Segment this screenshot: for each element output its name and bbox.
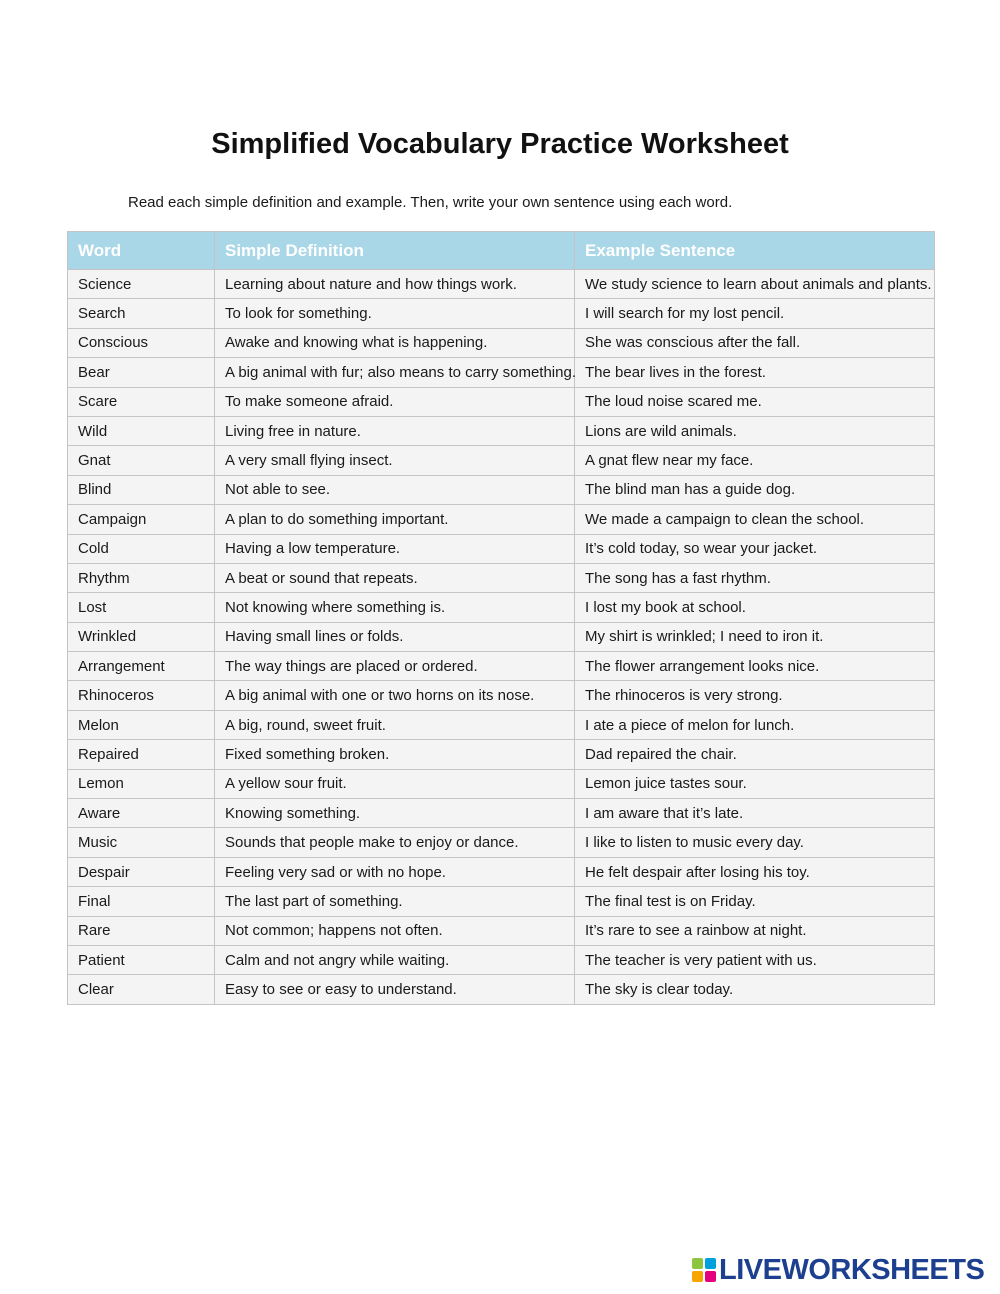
liveworksheets-logo-icon [692, 1258, 716, 1282]
logo-tile [692, 1271, 703, 1282]
table-row [68, 857, 935, 886]
example-cell: The loud noise scared me. [575, 387, 935, 416]
definition-cell: A big animal with fur; also means to carry something. [215, 358, 575, 387]
word-cell: Aware [68, 799, 215, 828]
definition-cell: Living free in nature. [215, 416, 575, 445]
word-cell: Bear [68, 358, 215, 387]
word-cell: Conscious [68, 328, 215, 357]
instructions-text: Read each simple definition and example. Then, write your own sentence using each word. [128, 194, 733, 211]
definition-cell: Not able to see. [215, 475, 575, 504]
table-row [68, 652, 935, 681]
example-cell: The song has a fast rhythm. [575, 563, 935, 592]
definition-cell: Having small lines or folds. [215, 622, 575, 651]
example-cell: I lost my book at school. [575, 593, 935, 622]
example-cell: The teacher is very patient with us. [575, 945, 935, 974]
word-cell: Cold [68, 534, 215, 563]
word-cell: Lost [68, 593, 215, 622]
definition-cell: To make someone afraid. [215, 387, 575, 416]
example-cell: The flower arrangement looks nice. [575, 652, 935, 681]
word-cell: Lemon [68, 769, 215, 798]
table-row [68, 505, 935, 534]
table-row [68, 475, 935, 504]
example-cell: A gnat flew near my face. [575, 446, 935, 475]
table-row [68, 622, 935, 651]
table-row [68, 828, 935, 857]
word-cell: Blind [68, 475, 215, 504]
vocabulary-table [67, 231, 935, 1005]
table-row [68, 740, 935, 769]
example-cell: It’s cold today, so wear your jacket. [575, 534, 935, 563]
word-cell: Rhinoceros [68, 681, 215, 710]
word-cell: Arrangement [68, 652, 215, 681]
word-cell: Gnat [68, 446, 215, 475]
word-cell: Patient [68, 945, 215, 974]
example-cell: Dad repaired the chair. [575, 740, 935, 769]
table-row [68, 270, 935, 299]
definition-cell: Not knowing where something is. [215, 593, 575, 622]
example-cell: The bear lives in the forest. [575, 358, 935, 387]
table-row [68, 593, 935, 622]
header-word: Word [68, 232, 215, 270]
word-cell: Rare [68, 916, 215, 945]
definition-cell: To look for something. [215, 299, 575, 328]
definition-cell: Calm and not angry while waiting. [215, 945, 575, 974]
definition-cell: Not common; happens not often. [215, 916, 575, 945]
definition-cell: The last part of something. [215, 887, 575, 916]
word-cell: Melon [68, 710, 215, 739]
example-cell: My shirt is wrinkled; I need to iron it. [575, 622, 935, 651]
definition-cell: Having a low temperature. [215, 534, 575, 563]
definition-cell: Easy to see or easy to understand. [215, 975, 575, 1004]
table-row [68, 416, 935, 445]
liveworksheets-logo [692, 1253, 984, 1287]
word-cell: Despair [68, 857, 215, 886]
table-row [68, 387, 935, 416]
definition-cell: A big, round, sweet fruit. [215, 710, 575, 739]
word-cell: Campaign [68, 505, 215, 534]
table-row [68, 358, 935, 387]
example-cell: We study science to learn about animals and plants. [575, 270, 935, 299]
example-cell: I will search for my lost pencil. [575, 299, 935, 328]
table-header [68, 232, 935, 270]
word-cell: Music [68, 828, 215, 857]
definition-cell: A yellow sour fruit. [215, 769, 575, 798]
example-cell: I am aware that it’s late. [575, 799, 935, 828]
word-cell: Clear [68, 975, 215, 1004]
table-row [68, 945, 935, 974]
table-row [68, 563, 935, 592]
definition-cell: Fixed something broken. [215, 740, 575, 769]
logo-tile [692, 1258, 703, 1269]
example-cell: Lions are wild animals. [575, 416, 935, 445]
word-cell: Wrinkled [68, 622, 215, 651]
word-cell: Wild [68, 416, 215, 445]
definition-cell: A plan to do something important. [215, 505, 575, 534]
definition-cell: Learning about nature and how things work. [215, 270, 575, 299]
example-cell: The rhinoceros is very strong. [575, 681, 935, 710]
table-row [68, 887, 935, 916]
example-cell: The sky is clear today. [575, 975, 935, 1004]
example-cell: It’s rare to see a rainbow at night. [575, 916, 935, 945]
table-row [68, 975, 935, 1004]
definition-cell: A beat or sound that repeats. [215, 563, 575, 592]
definition-cell: Awake and knowing what is happening. [215, 328, 575, 357]
example-cell: She was conscious after the fall. [575, 328, 935, 357]
header-example: Example Sentence [575, 232, 935, 270]
table-row [68, 799, 935, 828]
example-cell: The final test is on Friday. [575, 887, 935, 916]
example-cell: Lemon juice tastes sour. [575, 769, 935, 798]
logo-text: LIVEWORKSHEETS [719, 1253, 985, 1286]
logo-tile [705, 1258, 716, 1269]
word-cell: Scare [68, 387, 215, 416]
logo-tile [705, 1271, 716, 1282]
page-title: Simplified Vocabulary Practice Worksheet [211, 128, 789, 160]
table-row [68, 769, 935, 798]
definition-cell: Sounds that people make to enjoy or dance. [215, 828, 575, 857]
example-cell: The blind man has a guide dog. [575, 475, 935, 504]
table-body [68, 270, 935, 1005]
definition-cell: Knowing something. [215, 799, 575, 828]
definition-cell: Feeling very sad or with no hope. [215, 857, 575, 886]
word-cell: Science [68, 270, 215, 299]
table-row [68, 916, 935, 945]
word-cell: Search [68, 299, 215, 328]
word-cell: Final [68, 887, 215, 916]
table-row [68, 446, 935, 475]
definition-cell: A big animal with one or two horns on its nose. [215, 681, 575, 710]
table-row [68, 328, 935, 357]
definition-cell: The way things are placed or ordered. [215, 652, 575, 681]
definition-cell: A very small flying insect. [215, 446, 575, 475]
header-row [68, 232, 935, 270]
example-cell: He felt despair after losing his toy. [575, 857, 935, 886]
table-row [68, 710, 935, 739]
example-cell: We made a campaign to clean the school. [575, 505, 935, 534]
word-cell: Repaired [68, 740, 215, 769]
table-row [68, 681, 935, 710]
table-row [68, 534, 935, 563]
table-row [68, 299, 935, 328]
word-cell: Rhythm [68, 563, 215, 592]
example-cell: I ate a piece of melon for lunch. [575, 710, 935, 739]
header-definition: Simple Definition [215, 232, 575, 270]
example-cell: I like to listen to music every day. [575, 828, 935, 857]
